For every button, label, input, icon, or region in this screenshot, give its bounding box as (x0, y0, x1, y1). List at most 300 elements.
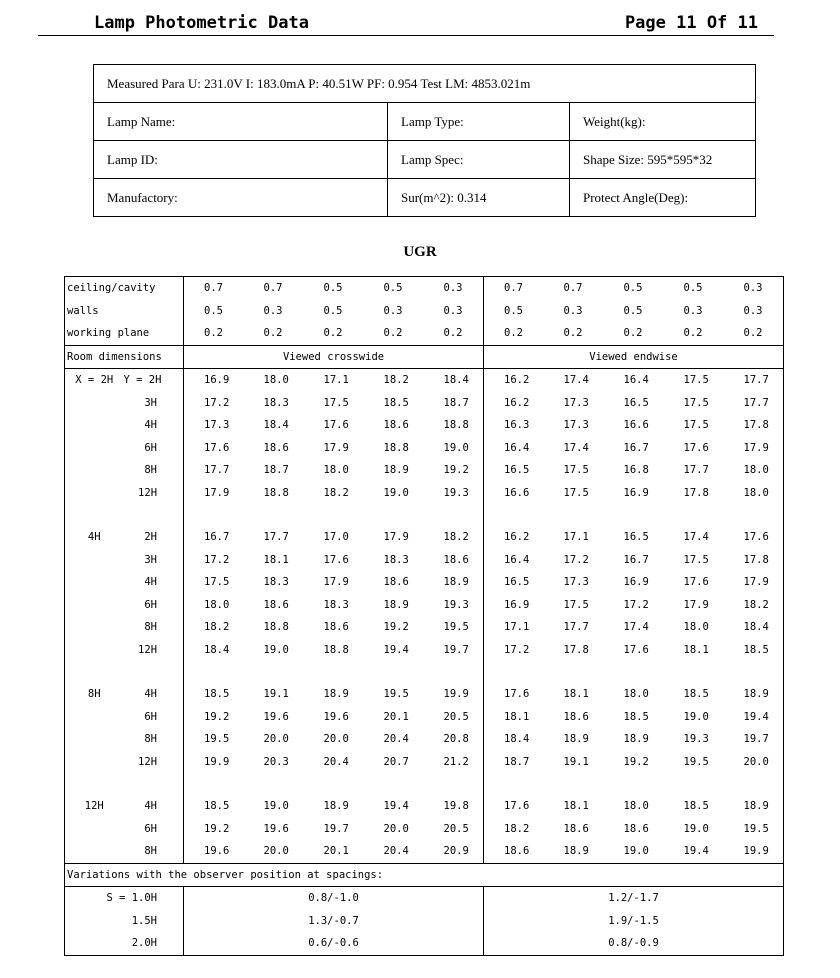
ugr-value: 17.2 (184, 549, 244, 572)
walls-value: 0.3 (683, 304, 703, 317)
ugr-value: 18.2 (743, 598, 769, 611)
lamp-id: Lamp ID: (94, 141, 388, 179)
ugr-value: 17.6 (484, 795, 544, 818)
walls-value: 0.3 (383, 304, 403, 317)
ugr-value: 19.8 (443, 800, 469, 813)
room-y: 12H (138, 643, 158, 656)
spacer-cell (65, 773, 184, 795)
table-row (65, 840, 784, 863)
walls-value: 0.3 (563, 304, 583, 317)
spacer-cell (184, 773, 484, 795)
ugr-value: 20.0 (263, 733, 289, 746)
ugr-value: 18.6 (623, 822, 649, 835)
ugr-value: 18.6 (263, 598, 289, 611)
spacer-cell (65, 661, 184, 683)
working-plane-value: 0.2 (244, 322, 304, 345)
table-row (65, 751, 784, 774)
ugr-value: 18.2 (383, 374, 409, 387)
ugr-value: 18.9 (743, 688, 769, 701)
ugr-value: 16.7 (184, 526, 244, 549)
ugr-value: 20.7 (383, 755, 409, 768)
ugr-value: 18.5 (683, 688, 709, 701)
page-number: Page 11 Of 11 (624, 13, 758, 33)
room-y: 2H (144, 531, 158, 544)
viewed-crosswide-label: Viewed crosswide (184, 345, 484, 369)
ugr-value: 18.5 (683, 800, 709, 813)
ugr-value: 18.6 (484, 840, 544, 863)
room-y: 4H (144, 688, 158, 701)
table-row (65, 392, 784, 415)
ugr-value: 16.2 (484, 526, 544, 549)
ugr-value: 17.4 (563, 441, 589, 454)
table-row (65, 706, 784, 729)
ugr-value: 17.4 (683, 531, 709, 544)
ugr-value: 17.5 (683, 419, 709, 432)
room-x (65, 616, 124, 639)
ugr-value: 17.1 (563, 531, 589, 544)
ugr-value: 18.9 (623, 733, 649, 746)
ugr-value: 17.2 (563, 553, 589, 566)
ugr-value: 16.5 (484, 459, 544, 482)
ugr-value: 18.7 (484, 751, 544, 774)
variation-row (65, 910, 784, 933)
room-y: 3H (144, 396, 158, 409)
ugr-value: 18.9 (563, 733, 589, 746)
room-x: 8H (87, 688, 101, 701)
ugr-value: 19.9 (184, 751, 244, 774)
ugr-value: 16.4 (484, 437, 544, 460)
variations-label-row (65, 863, 784, 887)
spacer-cell (484, 661, 784, 683)
ugr-value: 18.2 (484, 818, 544, 841)
variation-row (65, 887, 784, 910)
variation-endwise: 1.9/-1.5 (484, 910, 784, 933)
room-x: 4H (87, 531, 101, 544)
ugr-value: 18.9 (443, 576, 469, 589)
ugr-value: 16.9 (623, 576, 649, 589)
measured-params: Measured Para U: 231.0V I: 183.0mA P: 40.51W PF: 0.954 Test LM: 4853.021m (94, 65, 756, 103)
group-spacer (65, 773, 784, 795)
ugr-value: 20.5 (443, 822, 469, 835)
ugr-value: 18.9 (323, 688, 349, 701)
room-y: 12H (138, 486, 158, 499)
ugr-value: 17.2 (623, 598, 649, 611)
room-y: 6H (144, 822, 158, 835)
ugr-value: 17.9 (184, 482, 244, 505)
ugr-value: 17.1 (484, 616, 544, 639)
ugr-value: 17.5 (683, 396, 709, 409)
ugr-value: 16.4 (623, 374, 649, 387)
working-plane-value: 0.2 (724, 322, 784, 345)
ugr-value: 19.0 (263, 800, 289, 813)
ugr-value: 16.9 (184, 369, 244, 392)
ugr-value: 16.2 (484, 392, 544, 415)
ugr-value: 18.0 (743, 464, 769, 477)
ugr-value: 18.3 (323, 598, 349, 611)
ugr-table (64, 276, 784, 956)
ceiling-value: 0.5 (383, 282, 403, 295)
ugr-value: 17.5 (683, 374, 709, 387)
variation-crosswide: 0.6/-0.6 (184, 932, 484, 955)
ugr-value: 18.9 (743, 800, 769, 813)
ugr-value: 19.3 (683, 733, 709, 746)
working-plane-value: 0.2 (364, 322, 424, 345)
ugr-value: 18.3 (263, 396, 289, 409)
table-row (65, 728, 784, 751)
ugr-value: 18.3 (383, 553, 409, 566)
ugr-value: 17.5 (563, 464, 589, 477)
ugr-value: 17.7 (683, 464, 709, 477)
ugr-value: 17.9 (323, 576, 349, 589)
ugr-value: 19.6 (263, 710, 289, 723)
ugr-value: 17.5 (683, 553, 709, 566)
group-spacer (65, 661, 784, 683)
ugr-value: 19.4 (383, 643, 409, 656)
ugr-value: 17.4 (623, 621, 649, 634)
room-x (65, 549, 124, 572)
table-row (65, 549, 784, 572)
ugr-value: 18.9 (544, 840, 604, 863)
room-x (65, 459, 124, 482)
room-y: Y = 2H (123, 374, 162, 387)
spacing-value: S = 1.0H (106, 892, 158, 905)
ugr-value: 17.7 (563, 621, 589, 634)
room-x (65, 571, 124, 594)
ugr-value: 18.1 (263, 553, 289, 566)
ugr-value: 19.1 (263, 688, 289, 701)
spacer-cell (184, 661, 484, 683)
table-row (65, 459, 784, 482)
ugr-value: 19.5 (184, 728, 244, 751)
table-row (65, 639, 784, 662)
ugr-value: 16.9 (623, 486, 649, 499)
ugr-value: 17.2 (184, 392, 244, 415)
room-x (65, 482, 124, 505)
ugr-value: 19.2 (443, 464, 469, 477)
ugr-value: 17.6 (683, 576, 709, 589)
ugr-value: 18.0 (683, 621, 709, 634)
ugr-value: 17.6 (323, 419, 349, 432)
ugr-value: 18.1 (683, 643, 709, 656)
ceiling-value: 0.3 (443, 282, 463, 295)
ugr-value: 18.8 (383, 441, 409, 454)
ugr-value: 19.9 (443, 688, 469, 701)
ugr-value: 20.4 (364, 840, 424, 863)
ugr-value: 18.5 (623, 710, 649, 723)
ugr-value: 17.3 (563, 396, 589, 409)
room-y: 3H (144, 553, 158, 566)
lamp-type: Lamp Type: (388, 103, 570, 141)
ugr-value: 16.9 (484, 594, 544, 617)
ugr-title: UGR (403, 244, 437, 260)
working-plane-value: 0.2 (184, 322, 244, 345)
ugr-value: 19.0 (443, 441, 469, 454)
walls-value: 0.5 (484, 300, 544, 323)
table-row (65, 369, 784, 392)
room-y: 8H (144, 621, 158, 634)
ugr-value: 21.2 (443, 755, 469, 768)
room-y: 8H (124, 840, 184, 863)
ugr-value: 17.7 (743, 396, 769, 409)
ugr-value: 18.0 (623, 688, 649, 701)
ceiling-value: 0.3 (743, 282, 763, 295)
ceiling-value: 0.7 (263, 282, 283, 295)
document-title: Lamp Photometric Data (94, 13, 309, 33)
ugr-value: 20.0 (743, 755, 769, 768)
room-y: 4H (144, 576, 158, 589)
table-row (65, 437, 784, 460)
walls-value: 0.3 (263, 304, 283, 317)
ugr-value: 20.0 (383, 822, 409, 835)
ugr-value: 18.1 (484, 706, 544, 729)
ugr-value: 16.5 (623, 396, 649, 409)
ugr-value: 18.1 (563, 800, 589, 813)
ugr-value: 18.2 (323, 486, 349, 499)
room-x (65, 751, 124, 774)
room-y: 6H (144, 710, 158, 723)
ugr-value: 18.5 (743, 643, 769, 656)
ugr-value: 18.3 (263, 576, 289, 589)
ugr-value: 18.0 (263, 374, 289, 387)
ugr-value: 17.7 (263, 531, 289, 544)
room-y: 8H (144, 733, 158, 746)
ugr-value: 18.7 (443, 396, 469, 409)
ugr-value: 19.5 (443, 621, 469, 634)
weight: Weight(kg): (570, 103, 756, 141)
surface-area: Sur(m^2): 0.314 (388, 179, 570, 217)
ugr-value: 19.0 (683, 710, 709, 723)
ugr-value: 17.8 (743, 553, 769, 566)
room-x (65, 840, 124, 863)
ugr-value: 19.1 (563, 755, 589, 768)
ugr-value: 17.5 (184, 571, 244, 594)
ugr-value: 20.3 (263, 755, 289, 768)
table-row (65, 571, 784, 594)
spacer-cell (184, 504, 484, 526)
room-x (65, 414, 124, 437)
ugr-value: 19.7 (443, 643, 469, 656)
ugr-value: 19.3 (443, 486, 469, 499)
ugr-value: 20.8 (443, 733, 469, 746)
ugr-value: 18.8 (263, 486, 289, 499)
room-x (65, 728, 124, 751)
working-plane-value: 0.2 (424, 322, 484, 345)
walls-value: 0.3 (443, 304, 463, 317)
ugr-value: 19.2 (184, 706, 244, 729)
ugr-value: 18.9 (323, 800, 349, 813)
ugr-value: 17.6 (484, 683, 544, 706)
ugr-value: 18.6 (563, 822, 589, 835)
ugr-value: 19.2 (383, 621, 409, 634)
ugr-value: 19.0 (683, 822, 709, 835)
ugr-value: 18.4 (263, 419, 289, 432)
ugr-value: 18.6 (443, 553, 469, 566)
spacer-cell (484, 773, 784, 795)
ugr-value: 20.0 (244, 840, 304, 863)
ugr-value: 17.9 (683, 598, 709, 611)
walls-label: walls (67, 304, 99, 317)
ugr-value: 18.8 (443, 419, 469, 432)
ugr-value: 18.4 (184, 639, 244, 662)
ugr-value: 19.5 (383, 688, 409, 701)
spacer-cell (484, 504, 784, 526)
ugr-value: 19.3 (443, 598, 469, 611)
variation-crosswide: 1.3/-0.7 (184, 910, 484, 933)
room-y: 8H (144, 464, 158, 477)
ugr-value: 16.7 (623, 553, 649, 566)
room-y: 6H (144, 441, 158, 454)
ugr-value: 18.5 (383, 396, 409, 409)
ugr-value: 18.6 (563, 710, 589, 723)
ugr-value: 17.9 (743, 576, 769, 589)
room-x (65, 437, 124, 460)
room-x: X = 2H (75, 374, 114, 387)
manufactory: Manufactory: (94, 179, 388, 217)
ceiling-value: 0.5 (683, 282, 703, 295)
variation-endwise: 0.8/-0.9 (484, 932, 784, 955)
ugr-value: 16.6 (484, 482, 544, 505)
ugr-value: 17.5 (563, 598, 589, 611)
ugr-value: 18.5 (184, 795, 244, 818)
ugr-value: 20.1 (304, 840, 364, 863)
ugr-value: 17.1 (323, 374, 349, 387)
ugr-value: 18.5 (184, 683, 244, 706)
room-x (65, 818, 124, 841)
table-row (65, 818, 784, 841)
ugr-value: 18.8 (323, 643, 349, 656)
ugr-value: 19.5 (683, 755, 709, 768)
ugr-value: 18.6 (323, 621, 349, 634)
ugr-value: 16.8 (623, 464, 649, 477)
ugr-value: 17.0 (323, 531, 349, 544)
ugr-value: 17.6 (184, 437, 244, 460)
ugr-value: 17.3 (563, 419, 589, 432)
ugr-value: 18.6 (383, 576, 409, 589)
ceiling-row (65, 277, 784, 300)
ugr-value: 19.4 (383, 800, 409, 813)
working-plane-value: 0.2 (544, 322, 604, 345)
table-row (65, 482, 784, 505)
ugr-value: 17.5 (563, 486, 589, 499)
walls-value: 0.5 (623, 304, 643, 317)
ugr-value: 17.7 (743, 374, 769, 387)
ceiling-label: ceiling/cavity (67, 282, 156, 295)
working-plane-row (65, 322, 784, 345)
ugr-value: 17.4 (563, 374, 589, 387)
variation-crosswide: 0.8/-1.0 (184, 887, 484, 910)
ugr-value: 19.0 (383, 486, 409, 499)
ceiling-value: 0.5 (323, 282, 343, 295)
ugr-value: 19.2 (184, 818, 244, 841)
ugr-value: 17.9 (743, 441, 769, 454)
variations-label: Variations with the observer position at spacings: (65, 863, 784, 887)
ugr-value: 18.6 (383, 419, 409, 432)
ugr-value: 17.6 (623, 643, 649, 656)
spacing-value: 1.5H (131, 914, 158, 927)
room-y: 4H (144, 800, 158, 813)
ugr-value: 18.9 (383, 464, 409, 477)
room-x (65, 392, 124, 415)
ugr-value: 20.5 (443, 710, 469, 723)
ugr-value: 18.0 (623, 800, 649, 813)
variation-row (65, 932, 784, 955)
ugr-value: 16.4 (484, 549, 544, 572)
walls-value: 0.3 (743, 304, 763, 317)
ugr-value: 18.2 (443, 531, 469, 544)
ugr-value: 19.6 (323, 710, 349, 723)
ugr-value: 17.3 (563, 576, 589, 589)
ugr-value: 19.6 (184, 840, 244, 863)
ugr-value: 19.6 (263, 822, 289, 835)
ugr-value: 19.0 (263, 643, 289, 656)
room-x: 12H (84, 800, 104, 813)
ugr-value: 19.5 (743, 822, 769, 835)
ugr-value: 20.1 (383, 710, 409, 723)
ugr-value: 18.4 (743, 621, 769, 634)
shape-size: Shape Size: 595*595*32 (570, 141, 756, 179)
ugr-value: 18.4 (484, 728, 544, 751)
page-header (38, 12, 774, 36)
lamp-name: Lamp Name: (94, 103, 388, 141)
table-row (65, 616, 784, 639)
ugr-value: 17.9 (383, 531, 409, 544)
ugr-value: 16.5 (623, 531, 649, 544)
ugr-value: 19.4 (664, 840, 724, 863)
table-row (65, 795, 784, 818)
table-row (65, 526, 784, 549)
ugr-value: 19.2 (623, 755, 649, 768)
ugr-value: 17.5 (323, 396, 349, 409)
ugr-value: 16.6 (623, 419, 649, 432)
ceiling-value: 0.5 (623, 282, 643, 295)
ugr-value: 20.4 (323, 755, 349, 768)
ugr-value: 18.8 (263, 621, 289, 634)
ugr-value: 17.6 (323, 553, 349, 566)
ugr-value: 19.0 (604, 840, 664, 863)
walls-value: 0.5 (323, 304, 343, 317)
ugr-value: 18.9 (383, 598, 409, 611)
variation-endwise: 1.2/-1.7 (484, 887, 784, 910)
viewed-endwise-label: Viewed endwise (484, 345, 784, 369)
ugr-value: 20.9 (424, 840, 484, 863)
working-plane-value: 0.2 (304, 322, 364, 345)
ugr-value: 17.8 (563, 643, 589, 656)
ugr-value: 19.7 (323, 822, 349, 835)
ceiling-value: 0.7 (184, 277, 244, 300)
ugr-value: 16.5 (484, 571, 544, 594)
ugr-value: 18.6 (263, 441, 289, 454)
lamp-spec: Lamp Spec: (388, 141, 570, 179)
ugr-value: 18.1 (563, 688, 589, 701)
walls-row (65, 300, 784, 323)
working-plane-label: working plane (65, 322, 184, 345)
ugr-value: 17.2 (484, 639, 544, 662)
ugr-value: 17.6 (743, 531, 769, 544)
ugr-value: 18.2 (184, 616, 244, 639)
ugr-value: 17.7 (184, 459, 244, 482)
ugr-value: 19.9 (724, 840, 784, 863)
ugr-value: 18.0 (323, 464, 349, 477)
room-dimensions-label: Room dimensions (65, 345, 184, 369)
ugr-value: 16.7 (623, 441, 649, 454)
working-plane-value: 0.2 (664, 322, 724, 345)
working-plane-value: 0.2 (484, 322, 544, 345)
ugr-value: 16.3 (484, 414, 544, 437)
ugr-value: 17.6 (683, 441, 709, 454)
ugr-value: 17.3 (184, 414, 244, 437)
table-row (65, 594, 784, 617)
ceiling-value: 0.7 (484, 277, 544, 300)
